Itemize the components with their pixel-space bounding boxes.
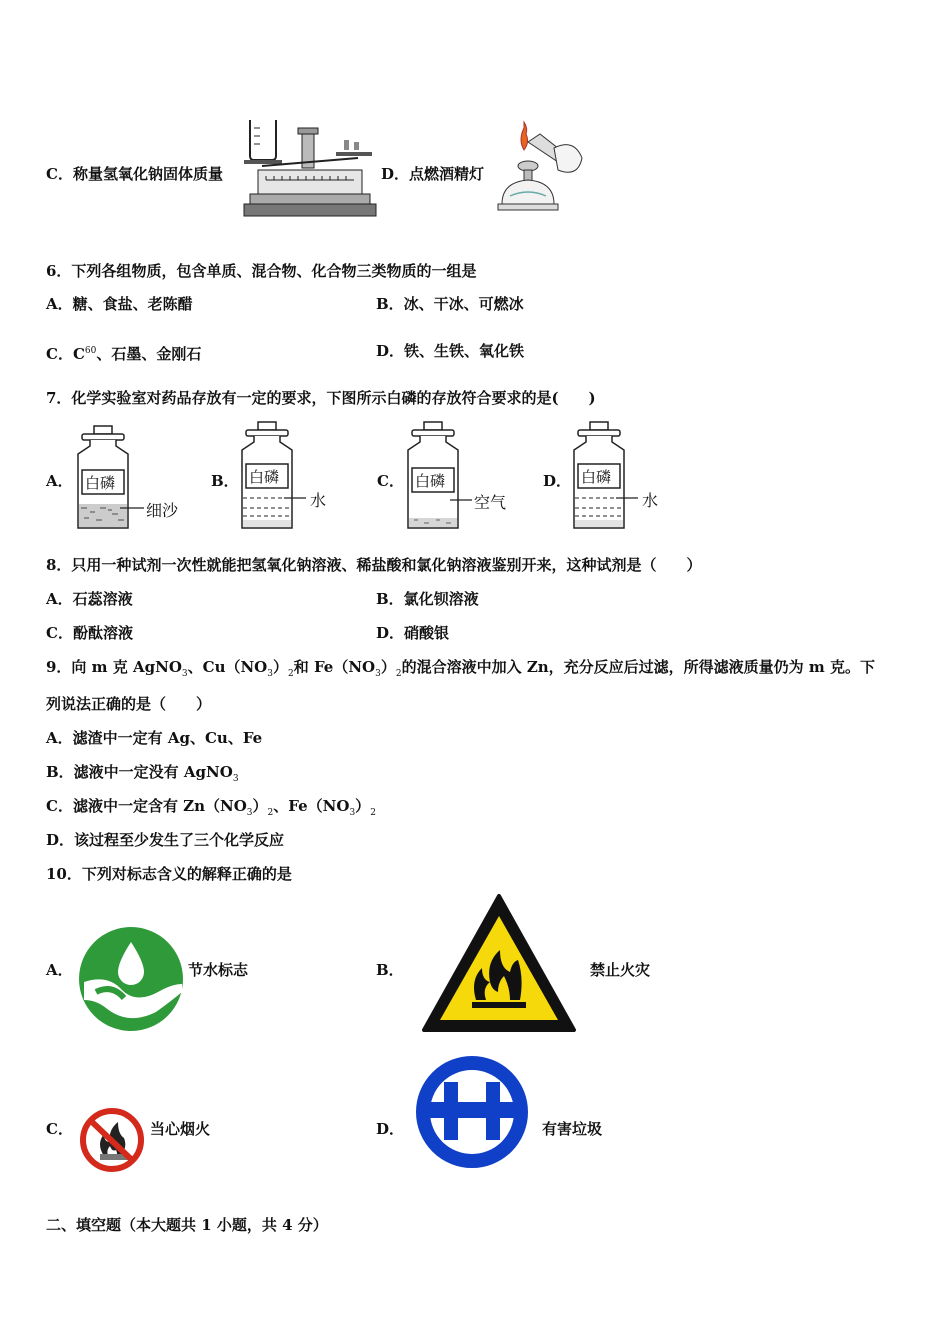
q6-option-a: A．糖、食盐、老陈醋 — [46, 295, 193, 313]
q9-s4: 和 Fe（NO — [293, 658, 376, 676]
q6-option-c-pre: C．C — [46, 345, 85, 363]
q8-stem: 8．只用一种试剂一次性就能把氢氧化钠溶液、稀盐酸和氯化钠溶液鉴别开来，这种试剂是（ ） — [46, 556, 702, 574]
q10-option-b-text: 禁止火灾 — [590, 961, 651, 979]
q9-c1: C．滤液中一定含有 Zn（NO — [46, 797, 247, 815]
no-smoking-fire-sign-icon — [76, 1106, 148, 1174]
water-saving-sign-icon — [78, 926, 184, 1032]
q9-c4-sub: 2 — [370, 808, 376, 818]
q9-s3: ） — [272, 658, 288, 676]
q7-option-c-letter: C． — [377, 472, 404, 490]
q9-s6: 的混合溶液中加入 Zn，充分反应后过滤，所得滤液质量仍为 m 克。下 — [401, 658, 875, 676]
q10-option-d-text: 有害垃圾 — [542, 1120, 603, 1138]
bottle-a-side-label: 细沙 — [146, 501, 179, 520]
q9-c2-sub: 2 — [267, 808, 274, 818]
q10-option-d-letter: D． — [376, 1120, 405, 1138]
q9-c4: ） — [355, 797, 371, 815]
q9-s1: 9．向 m 克 AgNO — [46, 658, 182, 676]
q9-c1-sub: 3 — [246, 808, 253, 818]
q6-option-b: B．冰、干冰、可燃冰 — [376, 295, 524, 313]
balance-scale-figure — [240, 116, 380, 222]
q6-option-c-post: 、石墨、金刚石 — [96, 345, 202, 363]
q5-option-c-letter: C． — [46, 165, 73, 183]
q7-bottle-d — [570, 420, 690, 532]
q9-s4-sub: 3 — [375, 669, 381, 679]
q9-c3: 、Fe（NO — [273, 797, 350, 815]
q10-option-a-letter: A． — [46, 961, 73, 979]
q5-option-d — [381, 164, 484, 184]
q5-option-c-text: 称量氢氧化钠固体质量 — [72, 165, 223, 183]
q10-option-c-text: 当心烟火 — [150, 1120, 211, 1138]
q8-option-c: C．酚酞溶液 — [46, 624, 133, 642]
flammable-warning-sign-icon — [420, 892, 578, 1036]
q6-stem: 6．下列各组物质，包含单质、混合物、化合物三类物质的一组是 — [46, 262, 477, 280]
bottle-d-label: 白磷 — [581, 468, 612, 486]
q7-bottle-c — [404, 420, 524, 532]
q10-stem: 10．下列对标志含义的解释正确的是 — [46, 865, 292, 883]
q9-option-c — [46, 796, 376, 823]
q7-bottle-a — [74, 424, 194, 532]
q5-option-c — [46, 164, 223, 184]
q7-option-b-letter: B． — [211, 472, 239, 490]
q5-option-d-letter: D． — [381, 165, 410, 183]
q9-option-d: D．该过程至少发生了三个化学反应 — [46, 831, 285, 849]
q9-stem-line2: 列说法正确的是（ ） — [46, 695, 212, 713]
q9-c3-sub: 3 — [349, 808, 356, 818]
q8-option-b: B．氯化钡溶液 — [376, 590, 479, 608]
q9-s1-sub: 3 — [181, 669, 188, 679]
q9-s5: ） — [380, 658, 396, 676]
q9-option-b-sub: 3 — [232, 774, 239, 784]
q7-option-a-letter: A． — [46, 472, 73, 490]
q10-option-c-letter: C． — [46, 1120, 73, 1138]
q9-stem-line1 — [46, 657, 875, 684]
section-2-heading: 二、填空题（本大题共 1 小题，共 4 分） — [46, 1216, 328, 1234]
q9-s5-sub: 2 — [395, 669, 402, 679]
q10-option-a-text: 节水标志 — [188, 961, 249, 979]
q6-option-c-sup: 60 — [84, 346, 97, 356]
bottle-c-label: 白磷 — [415, 472, 446, 490]
bottle-b-label: 白磷 — [249, 468, 280, 486]
q7-bottle-b — [238, 420, 358, 532]
q7-option-d-letter: D． — [543, 472, 572, 490]
q5-option-d-text: 点燃酒精灯 — [409, 165, 485, 183]
q10-option-b-letter: B． — [376, 961, 404, 979]
q7-stem: 7．化学实验室对药品存放有一定的要求，下图所示白磷的存放符合要求的是( ) — [46, 389, 596, 407]
q9-option-b — [46, 762, 239, 789]
q9-option-b-text: B．滤液中一定没有 AgNO — [46, 763, 233, 781]
bottle-b-side-label: 水 — [310, 491, 327, 510]
q9-s2: 、Cu（NO — [187, 658, 268, 676]
q9-s2-sub: 3 — [267, 669, 273, 679]
bottle-d-side-label: 水 — [642, 491, 659, 510]
q6-option-d: D．铁、生铁、氧化铁 — [376, 342, 525, 360]
q9-s3-sub: 2 — [288, 669, 294, 679]
alcohol-lamp-figure — [494, 118, 586, 220]
bottle-a-label: 白磷 — [85, 474, 116, 492]
bottle-c-side-label: 空气 — [474, 493, 507, 512]
q9-c2: ） — [252, 797, 268, 815]
hazardous-waste-sign-icon — [414, 1052, 530, 1172]
q6-option-c — [46, 341, 201, 364]
q8-option-a: A．石蕊溶液 — [46, 590, 133, 608]
q8-option-d: D．硝酸银 — [376, 624, 450, 642]
q9-option-a: A．滤渣中一定有 Ag、Cu、Fe — [46, 729, 263, 747]
